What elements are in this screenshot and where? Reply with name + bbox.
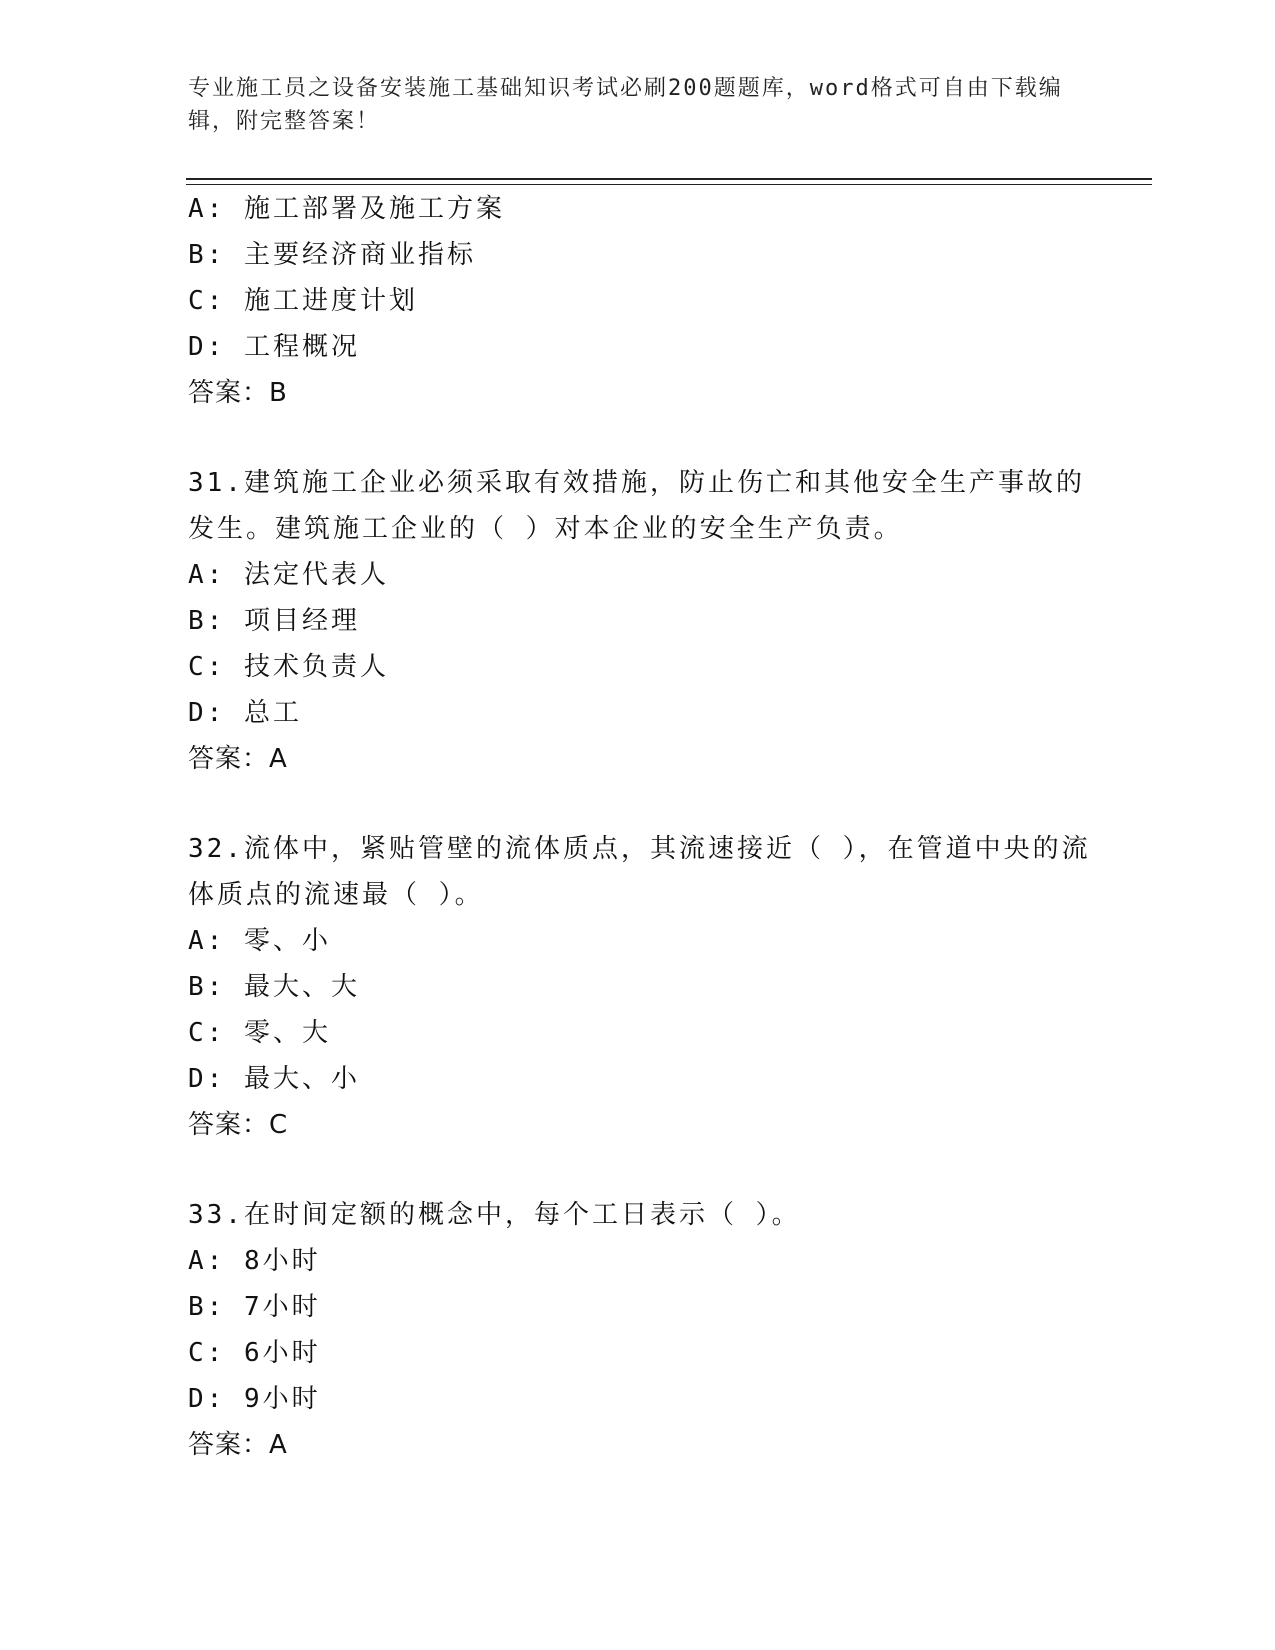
question-stem: 31.建筑施工企业必须采取有效措施，防止伤亡和其他安全生产事故的发生。建筑施工企业的（ ）对本企业的安全生产负责。: [188, 468, 1085, 544]
option-a: A: 法定代表人: [188, 560, 389, 590]
option-b: B: 最大、大: [188, 972, 360, 1002]
option-a: A: 零、小: [188, 926, 331, 956]
option-b: B: 主要经济商业指标: [188, 240, 476, 270]
question-32: [188, 826, 1108, 1148]
option-d: D: 9小时: [188, 1384, 321, 1414]
option-b: B: 7小时: [188, 1292, 321, 1322]
question-33: [188, 1192, 1108, 1468]
option-a: A: 施工部署及施工方案: [188, 194, 505, 224]
header-divider-thin: [186, 184, 1152, 185]
question-31: [188, 460, 1108, 782]
continuation-block: [188, 186, 1108, 416]
header-divider: [186, 178, 1152, 180]
answer: 答案：A: [188, 1430, 288, 1460]
option-b: B: 项目经理: [188, 606, 360, 636]
option-d: D: 工程概况: [188, 332, 360, 362]
question-stem: 32.流体中，紧贴管壁的流体质点，其流速接近（ ），在管道中央的流体质点的流速最（ ）。: [188, 834, 1091, 910]
option-c: C: 零、大: [188, 1018, 331, 1048]
option-d: D: 总工: [188, 698, 302, 728]
answer: 答案：A: [188, 744, 288, 774]
option-c: C: 6小时: [188, 1338, 321, 1368]
answer: 答案：C: [188, 1110, 289, 1140]
option-a: A: 8小时: [188, 1246, 321, 1276]
option-d: D: 最大、小: [188, 1064, 360, 1094]
answer: 答案：B: [188, 378, 288, 408]
question-list: [188, 186, 1108, 1468]
option-c: C: 施工进度计划: [188, 286, 418, 316]
question-stem: 33.在时间定额的概念中，每个工日表示（ ）。: [188, 1200, 801, 1230]
option-c: C: 技术负责人: [188, 652, 389, 682]
document-header: 专业施工员之设备安装施工基础知识考试必刷200题题库，word格式可自由下载编辑，附完整答案！: [188, 76, 1063, 134]
